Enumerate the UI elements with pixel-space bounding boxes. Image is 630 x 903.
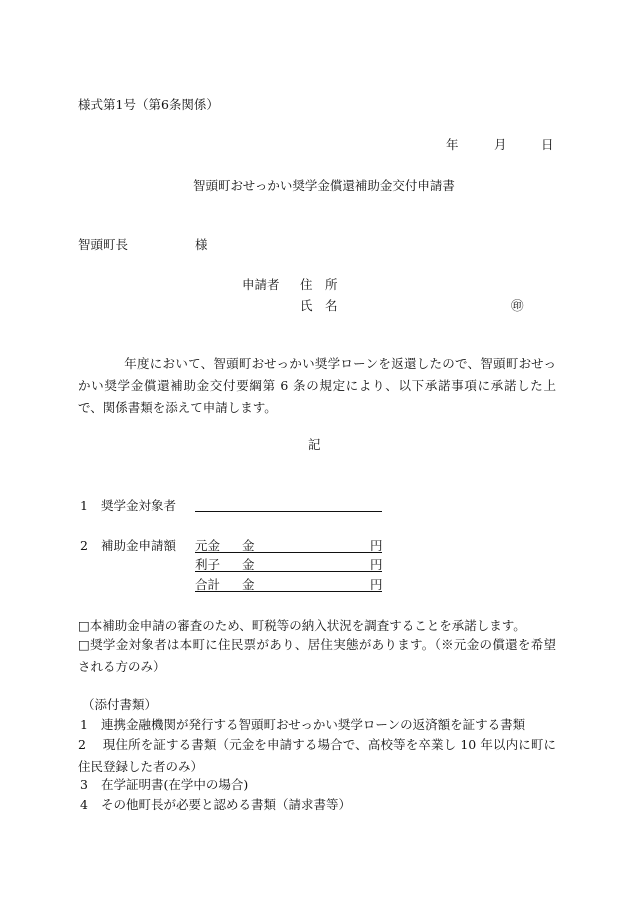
item1-number: 1	[80, 498, 88, 513]
total-line	[195, 591, 382, 592]
addressee-honorific: 様	[195, 237, 208, 252]
total-label: 合計	[195, 577, 221, 592]
date-day-label: 日	[541, 137, 554, 152]
principal-kin: 金	[242, 538, 255, 553]
name-label: 氏 名	[300, 298, 338, 313]
interest-label: 利子	[195, 557, 221, 572]
item2-label: 補助金申請額	[101, 538, 177, 553]
seal-mark: ㊞	[511, 298, 524, 313]
attachment-2	[78, 734, 556, 778]
attachment-4-number: 4	[80, 797, 88, 812]
applicant-label: 申請者	[242, 277, 280, 292]
body-text: 年度において、智頭町おせっかい奨学ローンを返還したので、智頭町おせっかい奨学金償還補助金交付要綱第 6 条の規定により、以下承諾事項に承諾した上で、関係書類を添えて申請します。	[78, 356, 556, 415]
addressee-name: 智頭町長	[78, 237, 129, 252]
attachment-3-text: 在学証明書(在学中の場合)	[101, 777, 249, 792]
principal-line	[195, 552, 382, 553]
date-year-label: 年	[446, 137, 459, 152]
interest-yen: 円	[370, 557, 383, 572]
body-paragraph	[78, 353, 556, 419]
attachment-2-number: 2	[78, 737, 86, 752]
interest-kin: 金	[242, 557, 255, 572]
attachments-heading: （添付書類）	[82, 697, 158, 712]
attachment-4-text: その他町長が必要と認める書類（請求書等）	[101, 797, 352, 812]
total-yen: 円	[370, 577, 383, 592]
attachment-3-number: 3	[80, 777, 88, 792]
consent-1: □本補助金申請の審査のため、町税等の納入状況を調査することを承諾します。	[78, 618, 526, 633]
attachment-2-text: 現住所を証する書類（元金を申請する場合で、高校等を卒業し 10 年以内に町に住民登録した者のみ）	[78, 737, 556, 774]
attachment-1-number: 1	[80, 717, 88, 732]
consent-2: □奨学金対象者は本町に住民票があり、居住実態があります。（※元金の償還を希望される方のみ）	[78, 637, 556, 674]
date-month-label: 月	[494, 137, 507, 152]
form-label: 様式第1号（第6条関係）	[78, 97, 219, 112]
item1-label: 奨学金対象者	[101, 498, 177, 513]
attachment-1-text: 連携金融機関が発行する智頭町おせっかい奨学ローンの返済額を証する書類	[101, 717, 526, 732]
document-title: 智頭町おせっかい奨学金償還補助金交付申請書	[193, 178, 455, 193]
scholarship-target-line	[195, 511, 382, 512]
address-label: 住 所	[300, 277, 338, 292]
interest-line	[195, 571, 382, 572]
total-kin: 金	[242, 577, 255, 592]
principal-yen: 円	[370, 538, 383, 553]
ki-heading: 記	[308, 437, 321, 452]
principal-label: 元金	[195, 538, 221, 553]
item2-number: 2	[80, 538, 88, 553]
